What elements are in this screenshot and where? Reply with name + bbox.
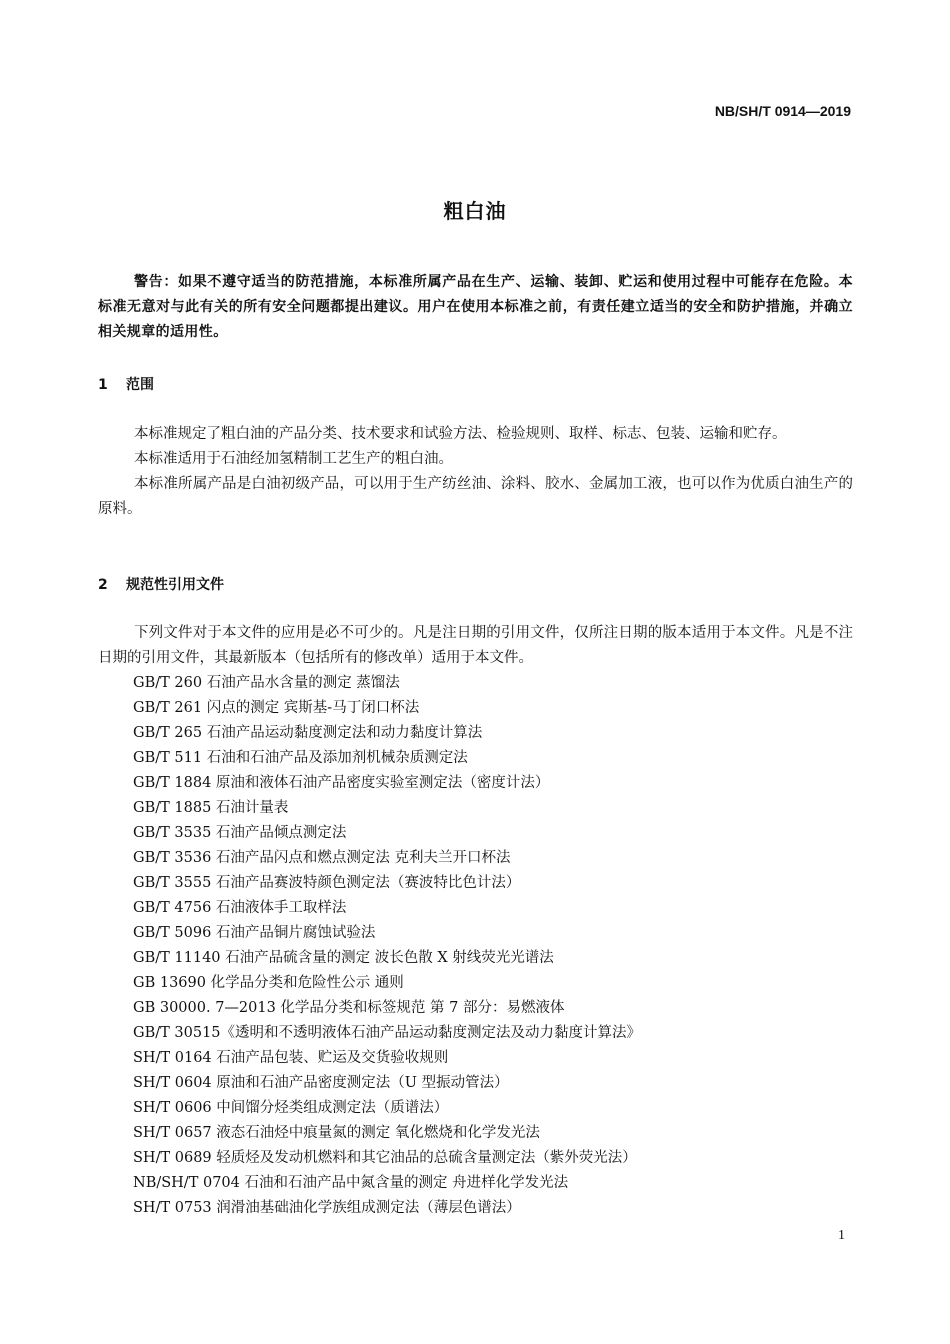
reference-item: GB/T 30515《透明和不透明液体石油产品运动黏度测定法及动力黏度计算法》: [133, 1025, 642, 1041]
reference-item: NB/SH/T 0704 石油和石油产品中氮含量的测定 舟进样化学发光法: [133, 1175, 569, 1191]
section-1-paragraph: 本标准所属产品是白油初级产品，可以用于生产纺丝油、涂料、胶水、金属加工液，也可以作为优质白油生产的原料。: [98, 476, 853, 517]
reference-item: GB/T 260 石油产品水含量的测定 蒸馏法: [133, 675, 400, 691]
warning-paragraph: 警告：如果不遵守适当的防范措施，本标准所属产品在生产、运输、装卸、贮运和使用过程中可能存在危险。本标准无意对与此有关的所有安全问题都提出建议。用户在使用本标准之前，有责任建立适当的安全和防护措施，并确立相关规章的适用性。: [98, 274, 853, 340]
reference-item: SH/T 0604 原油和石油产品密度测定法（U 型振动管法）: [133, 1075, 509, 1091]
reference-item: SH/T 0606 中间馏分烃类组成测定法（质谱法）: [133, 1100, 449, 1116]
reference-item: SH/T 0164 石油产品包装、贮运及交货验收规则: [133, 1050, 449, 1066]
section-2-intro: [98, 621, 853, 671]
document-title: 粗白油: [443, 199, 507, 223]
reference-list: [133, 671, 641, 1221]
standard-number: NB/SH/T 0914—2019: [714, 103, 851, 119]
section-2-heading: [98, 574, 224, 594]
section-1-paragraph: 本标准规定了粗白油的产品分类、技术要求和试验方法、检验规则、取样、标志、包装、运输和贮存。: [134, 426, 787, 442]
reference-item: SH/T 0657 液态石油烃中痕量氮的测定 氧化燃烧和化学发光法: [133, 1125, 540, 1141]
reference-item: GB/T 11140 石油产品硫含量的测定 波长色散 X 射线荧光光谱法: [133, 950, 554, 966]
reference-item: GB/T 5096 石油产品铜片腐蚀试验法: [133, 925, 376, 941]
page-number: 1: [838, 1228, 845, 1243]
reference-item: GB/T 3555 石油产品赛波特颜色测定法（赛波特比色计法）: [133, 875, 521, 891]
reference-item: GB/T 265 石油产品运动黏度测定法和动力黏度计算法: [133, 725, 483, 741]
section-2-intro-paragraph: 下列文件对于本文件的应用是必不可少的。凡是注日期的引用文件，仅所注日期的版本适用于本文件。凡是不注日期的引用文件，其最新版本（包括所有的修改单）适用于本文件。: [98, 625, 853, 666]
section-title: 范围: [126, 377, 154, 393]
section-1-paragraph: 本标准适用于石油经加氢精制工艺生产的粗白油。: [134, 451, 453, 467]
section-number: 1: [98, 377, 108, 393]
reference-item: GB/T 3536 石油产品闪点和燃点测定法 克利夫兰开口杯法: [133, 850, 511, 866]
reference-item: GB/T 1885 石油计量表: [133, 800, 289, 816]
reference-item: SH/T 0689 轻质烃及发动机燃料和其它油品的总硫含量测定法（紫外荧光法）: [133, 1150, 637, 1166]
reference-item: SH/T 0753 润滑油基础油化学族组成测定法（薄层色谱法）: [133, 1200, 521, 1216]
reference-item: GB 30000. 7—2013 化学品分类和标签规范 第 7 部分：易燃液体: [133, 1000, 565, 1016]
reference-item: GB/T 261 闪点的测定 宾斯基-马丁闭口杯法: [133, 700, 420, 716]
section-1-body: [98, 422, 853, 522]
reference-item: GB 13690 化学品分类和危险性公示 通则: [133, 975, 404, 991]
reference-item: GB/T 1884 原油和液体石油产品密度实验室测定法（密度计法）: [133, 775, 550, 791]
section-1-heading: [98, 374, 154, 394]
reference-item: GB/T 511 石油和石油产品及添加剂机械杂质测定法: [133, 750, 468, 766]
section-title: 规范性引用文件: [126, 577, 224, 593]
reference-item: GB/T 3535 石油产品倾点测定法: [133, 825, 347, 841]
section-number: 2: [98, 577, 108, 593]
reference-item: GB/T 4756 石油液体手工取样法: [133, 900, 347, 916]
